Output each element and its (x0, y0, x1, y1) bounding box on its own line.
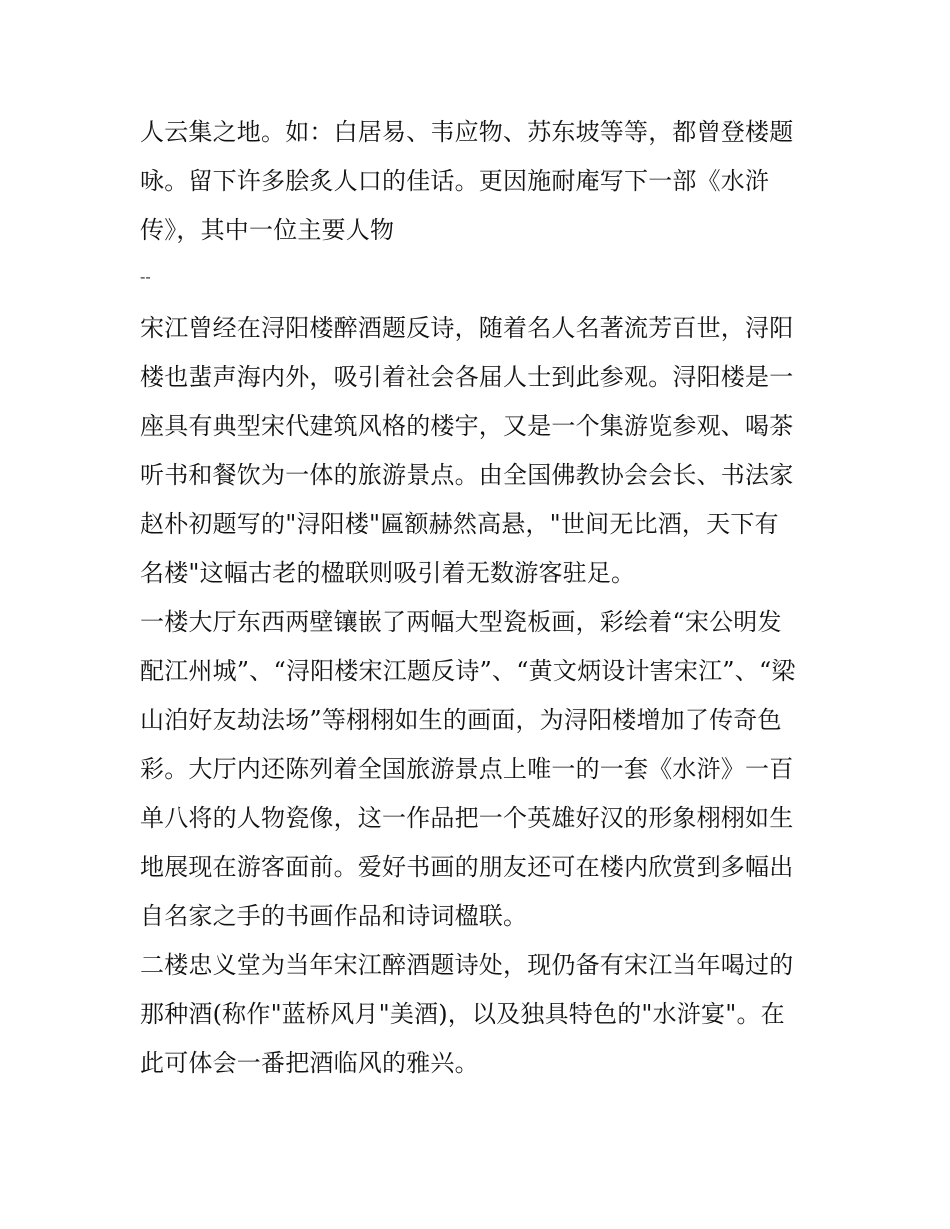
text-line: 自名家之手的书画作品和诗词楹联。 (140, 902, 528, 930)
text-line: 那种酒(称作"蓝桥风月"美酒)，以及独具特色的"水浒宴"。在 (140, 1000, 785, 1028)
text-line: 咏。留下许多脍炙人口的佳话。更因施耐庵写下一部《水浒 (140, 167, 770, 195)
text-line: 山泊好友劫法场”等栩栩如生的画面，为浔阳楼增加了传奇色 (140, 706, 782, 734)
text-line: 听书和餐饮为一体的旅游景点。由全国佛教协会会长、书法家 (140, 461, 794, 489)
text-line: 地展现在游客面前。爱好书画的朋友还可在楼内欣赏到多幅出 (140, 853, 794, 881)
text-line: 单八将的人物瓷像，这一作品把一个英雄好汉的形象栩栩如生 (140, 804, 794, 832)
text-line: 名楼"这幅古老的楹联则吸引着无数游客驻足。 (140, 559, 636, 587)
text-line: 此可体会一番把酒临风的雅兴。 (140, 1049, 479, 1077)
text-line: 一楼大厅东西两壁镶嵌了两幅大型瓷板画，彩绘着“宋公明发 (140, 608, 782, 636)
text-line: 人云集之地。如：白居易、韦应物、苏东坡等等，都曾登楼题 (140, 118, 794, 146)
paragraph-second-floor (140, 941, 820, 1088)
text-line: 楼也蜚声海内外，吸引着社会各届人士到此参观。浔阳楼是一 (140, 363, 794, 391)
text-line: 座具有典型宋代建筑风格的楼宇，又是一个集游览参观、喝茶 (140, 412, 794, 440)
paragraph-first-floor (140, 598, 820, 941)
document-page (140, 108, 820, 1088)
text-line: 彩。大厅内还陈列着全国旅游景点上唯一的一套《水浒》一百 (140, 755, 794, 783)
paragraph-songjiang (140, 304, 820, 598)
text-line: 配江州城”、“浔阳楼宋江题反诗”、“黄文炳设计害宋江”、“梁 (140, 657, 796, 685)
text-line: 赵朴初题写的"浔阳楼"匾额赫然高悬，"世间无比酒，天下有 (140, 510, 779, 538)
intro-paragraph (140, 108, 820, 255)
text-line: 二楼忠义堂为当年宋江醉酒题诗处，现仍备有宋江当年喝过的 (140, 951, 794, 979)
separator: -- (140, 267, 151, 286)
text-line: 传》，其中一位主要人物 (140, 216, 395, 244)
text-line: 宋江曾经在浔阳楼醉酒题反诗，随着名人名著流芳百世，浔阳 (140, 314, 794, 342)
